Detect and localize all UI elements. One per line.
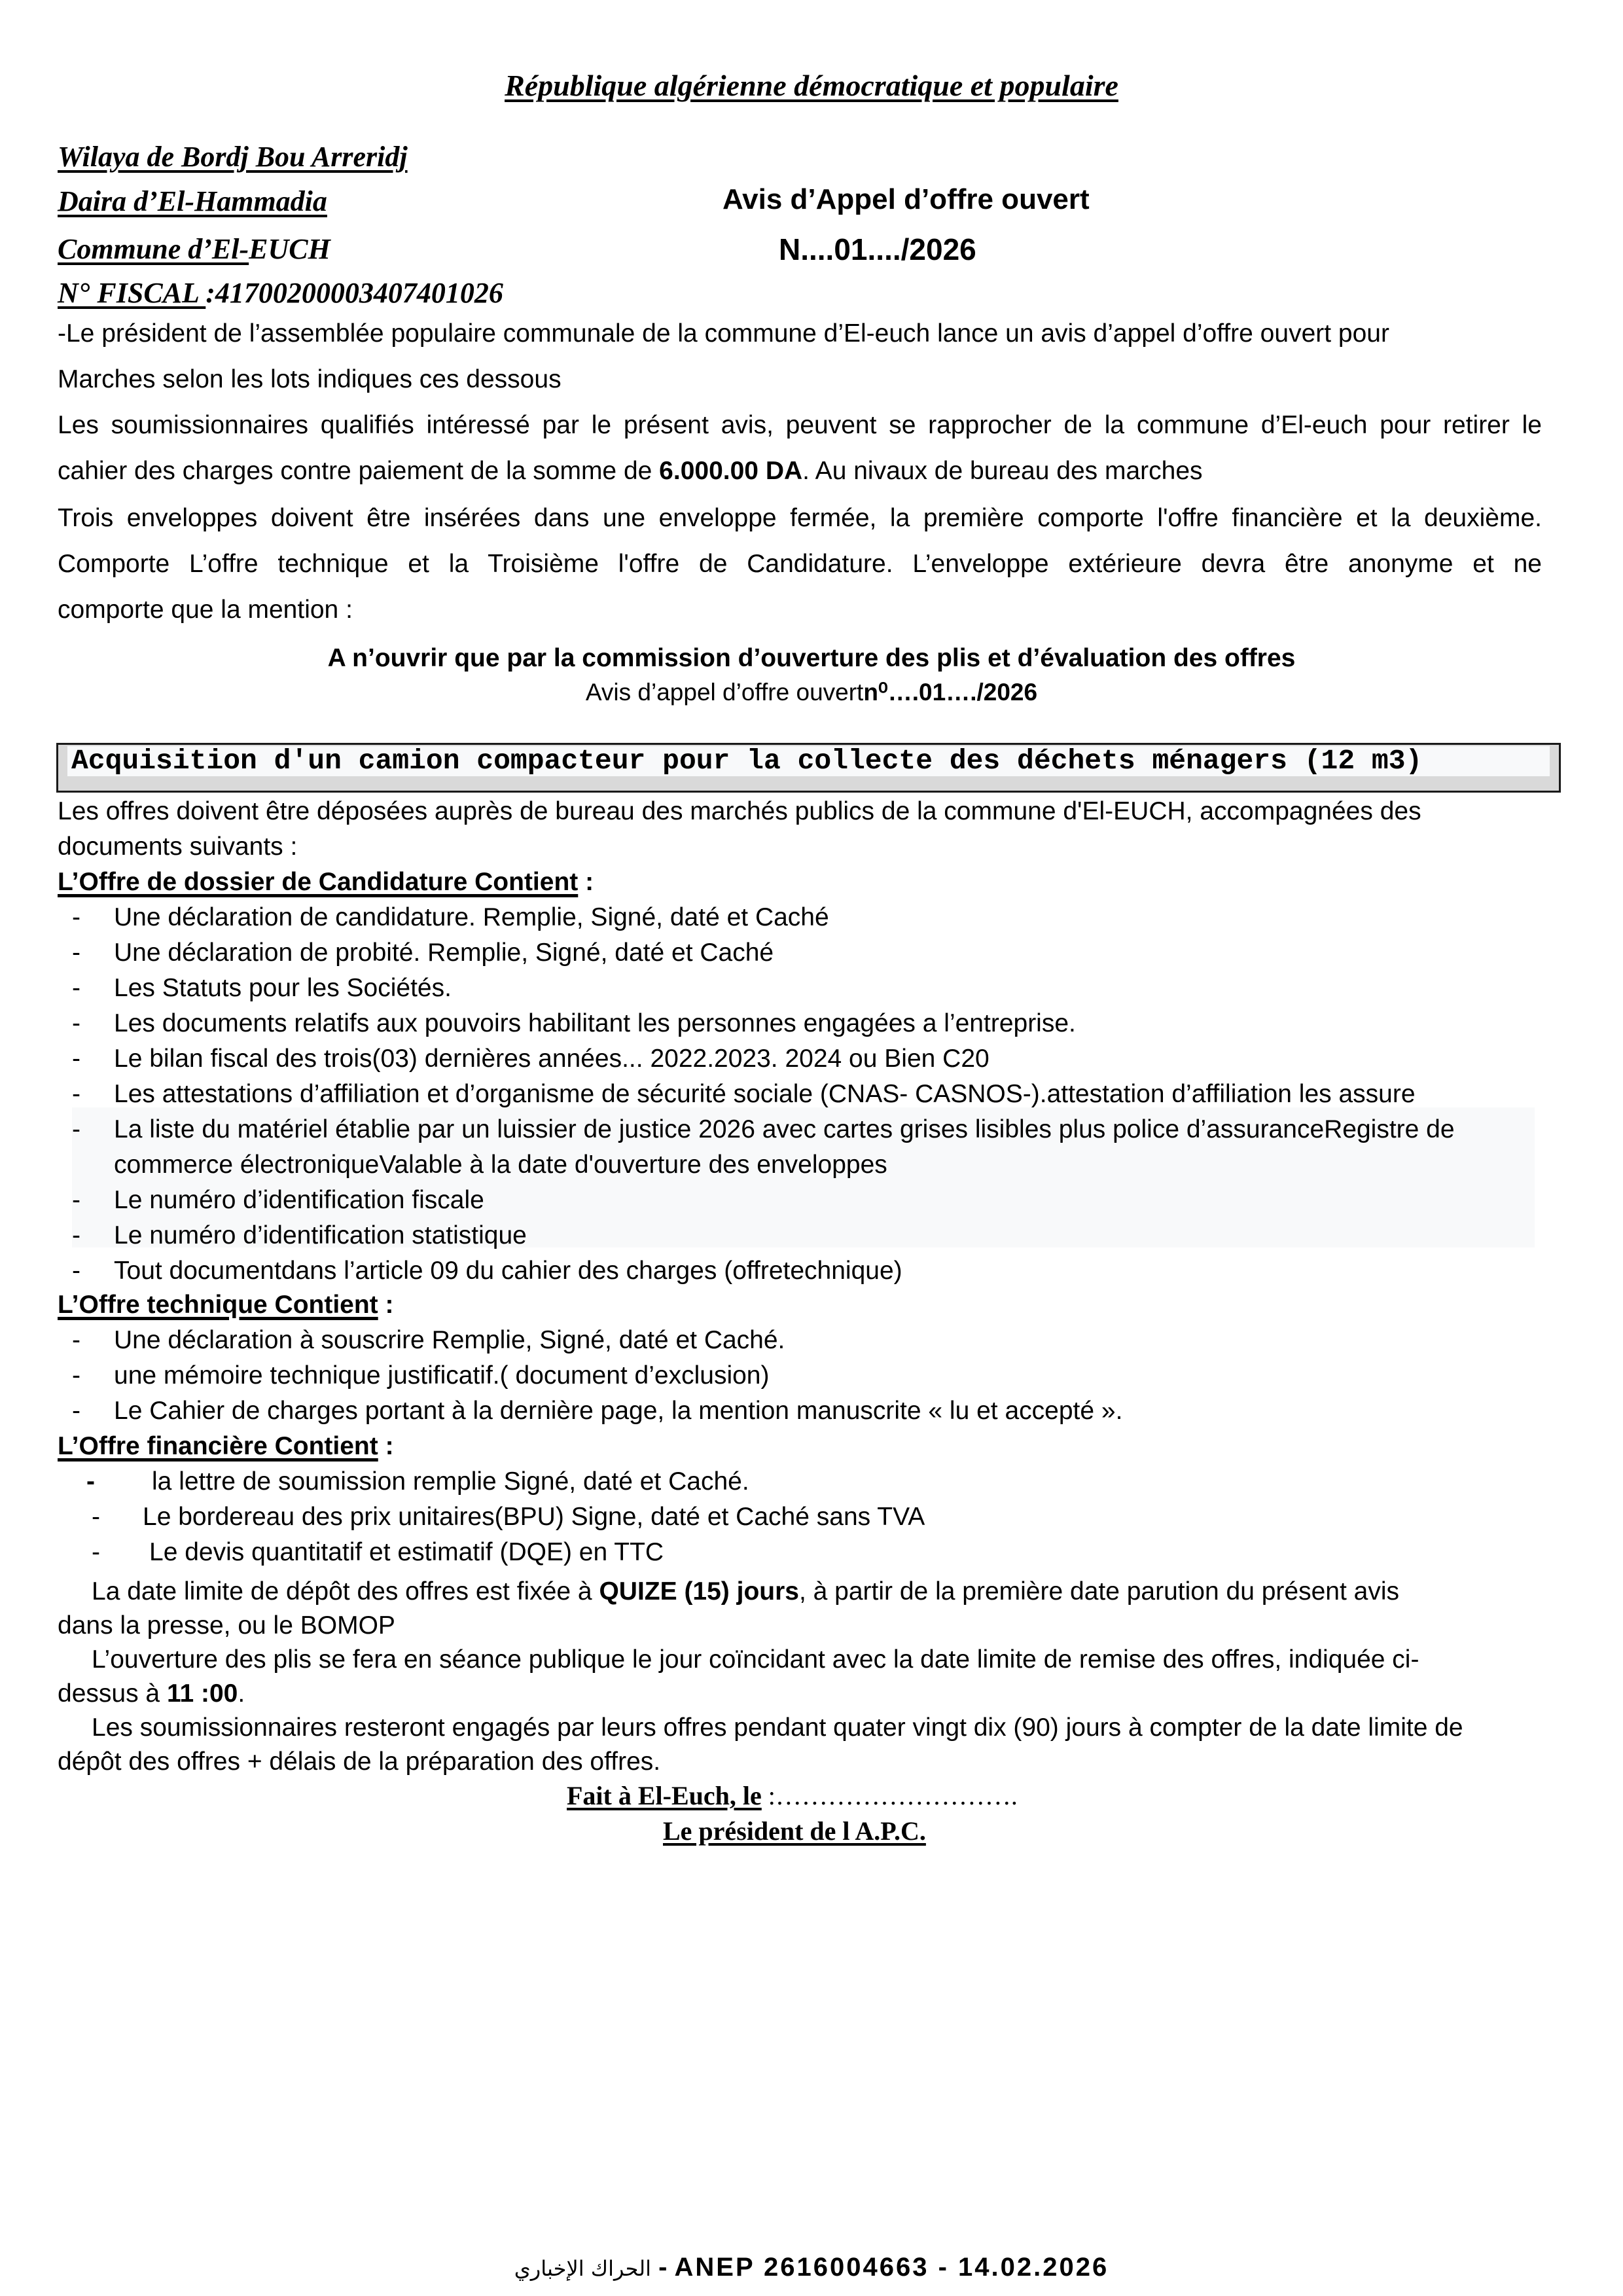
bullet-dash-icon: - xyxy=(72,1326,80,1354)
bullet-dash-icon: - xyxy=(72,1186,80,1214)
candidature-item: Le numéro d’identification fiscale xyxy=(114,1186,484,1214)
financiere-item: Le devis quantitatif et estimatif (DQE) en TTC xyxy=(149,1538,664,1566)
bullet-dash-icon: - xyxy=(72,939,80,967)
opening-time: 11 :00 xyxy=(166,1679,238,1708)
candidature-item: Les Statuts pour les Sociétés. xyxy=(114,974,452,1002)
validity-line: Les soumissionnaires resteront engagés par leurs offres pendant quater vingt dix (90) jours à compter de la date limite de xyxy=(92,1713,1463,1742)
deadline-duration: QUIZE (15) jours xyxy=(599,1577,799,1605)
wilaya-label: Wilaya de Bordj Bou Arreridj xyxy=(58,141,408,173)
bullet-dash-icon: - xyxy=(72,974,80,1002)
opening-line: L’ouverture des plis se fera en séance publique le jour coïncidant avec la date limite de remise des offres, indiquée ci- xyxy=(92,1645,1419,1674)
financiere-item: la lettre de soumission remplie Signé, daté et Caché. xyxy=(152,1467,749,1496)
lot-box-inner xyxy=(67,746,1550,776)
intro-line: -Le président de l’assemblée populaire communale de la commune d’El-euch lance un avis d’appel d’offre ouvert pour xyxy=(58,319,1389,348)
commune-label: Commune d’El-EUCH xyxy=(58,233,330,265)
candidature-item: Une déclaration de candidature. Remplie, Signé, daté et Caché xyxy=(114,903,829,931)
bullet-dash-icon: - xyxy=(72,1115,80,1143)
envelope-mention: A n’ouvrir que par la commission d’ouverture des plis et d’évaluation des offres xyxy=(327,644,1296,672)
intro-line: Les soumissionnaires qualifiés intéressé par le présent avis, peuvent se rapprocher de la commune d’El-euch pour retirer le xyxy=(58,411,1542,439)
bullet-dash-icon: - xyxy=(72,1221,80,1249)
intro-line: comporte que la mention : xyxy=(58,596,353,624)
intro-line: Comporte L’offre technique et la Troisième l'offre de Candidature. L’enveloppe extérieure devra être anonyme et ne xyxy=(58,550,1542,578)
candidature-item: Le numéro d’identification statistique xyxy=(114,1221,527,1249)
bullet-dash-icon: - xyxy=(86,1467,95,1496)
notice-title: Avis d’Appel d’offre ouvert xyxy=(722,183,1090,215)
technique-item: Le Cahier de charges portant à la dernière page, la mention manuscrite « lu et accepté ». xyxy=(114,1397,1123,1425)
bullet-dash-icon: - xyxy=(72,1045,80,1073)
anep-reference: ANEP 2616004663 - 14.02.2026 xyxy=(674,2253,1109,2282)
lot-title: Acquisition d'un camion compacteur pour la collecte des déchets ménagers (12 m3) xyxy=(71,745,1423,777)
financiere-item: Le bordereau des prix unitaires(BPU) Signe, daté et Caché sans TVA xyxy=(143,1503,925,1531)
validity-line: dépôt des offres + délais de la préparation des offres. xyxy=(58,1748,661,1776)
candidature-item: Les documents relatifs aux pouvoirs habilitant les personnes engagées a l’entreprise. xyxy=(114,1009,1076,1037)
deposit-line: Les offres doivent être déposées auprès de bureau des marchés publics de la commune d'El-EUCH, accompagnées des xyxy=(58,797,1421,825)
bullet-dash-icon: - xyxy=(72,1009,80,1037)
bullet-dash-icon: - xyxy=(72,1080,80,1108)
candidature-item: Une déclaration de probité. Remplie, Signé, daté et Caché xyxy=(114,939,774,967)
opening-line: dessus à 11 :00. xyxy=(58,1679,245,1708)
candidature-item: commerce électroniqueValable à la date d'ouverture des enveloppes xyxy=(114,1151,887,1179)
country-title: République algérienne démocratique et populaire xyxy=(505,69,1118,102)
candidature-item: Le bilan fiscal des trois(03) dernières années... 2022.2023. 2024 ou Bien C20 xyxy=(114,1045,990,1073)
intro-line: cahier des charges contre paiement de la somme de 6.000.00 DA. Au nivaux de bureau des marches xyxy=(58,457,1203,485)
candidature-item: Les attestations d’affiliation et d’organisme de sécurité sociale (CNAS- CASNOS-).attestation d’affiliation les assure xyxy=(114,1080,1416,1108)
bullet-dash-icon: - xyxy=(92,1538,100,1566)
section-title-financiere: L’Offre financière Contient : xyxy=(58,1432,394,1460)
notice-number: N....01..../2026 xyxy=(779,232,976,266)
envelope-notice-ref: Avis d’appel d’offre ouvertn⁰….01…./2026 xyxy=(585,679,1038,706)
technique-item: une mémoire technique justificatif.( document d’exclusion) xyxy=(114,1361,770,1390)
bullet-dash-icon: - xyxy=(92,1503,100,1531)
bullet-dash-icon: - xyxy=(72,1361,80,1390)
deposit-line: documents suivants : xyxy=(58,833,298,861)
intro-line: Marches selon les lots indiques ces dessous xyxy=(58,365,562,393)
technique-item: Une déclaration à souscrire Remplie, Signé, daté et Caché. xyxy=(114,1326,785,1354)
lot-box xyxy=(56,743,1561,793)
fee-amount: 6.000.00 DA xyxy=(659,457,803,485)
section-title-technique: L’Offre technique Contient : xyxy=(58,1291,394,1319)
section-title-candidature: L’Offre de dossier de Candidature Contient : xyxy=(58,868,594,896)
intro-line: Trois enveloppes doivent être insérées dans une enveloppe fermée, la première comporte l'offre financière et la deuxième. xyxy=(58,504,1542,532)
bullet-dash-icon: - xyxy=(72,1397,80,1425)
newspaper-name: الحراك الإخباري xyxy=(514,2256,651,2281)
fiscal-number: N° FISCAL :41700200003407401026 xyxy=(58,277,503,309)
bullet-dash-icon: - xyxy=(72,1257,80,1285)
signature-place: Fait à El-Euch, le :………………………. xyxy=(567,1781,1018,1810)
candidature-item: Tout documentdans l’article 09 du cahier des charges (offretechnique) xyxy=(114,1257,902,1285)
daira-label: Daira d’El-Hammadia xyxy=(58,185,327,217)
publication-footer: الحراك الإخباري - ANEP 2616004663 - 14.02.2026 xyxy=(514,2253,1109,2282)
deadline-line: La date limite de dépôt des offres est fixée à QUIZE (15) jours, à partir de la première date parution du présent avis xyxy=(92,1577,1399,1605)
candidature-item: La liste du matériel établie par un luissier de justice 2026 avec cartes grises lisibles plus police d’assuranceRegistre de xyxy=(114,1115,1455,1143)
signatory: Le président de l A.P.C. xyxy=(663,1816,926,1846)
deadline-line: dans la presse, ou le BOMOP xyxy=(58,1611,395,1640)
bullet-dash-icon: - xyxy=(72,903,80,931)
